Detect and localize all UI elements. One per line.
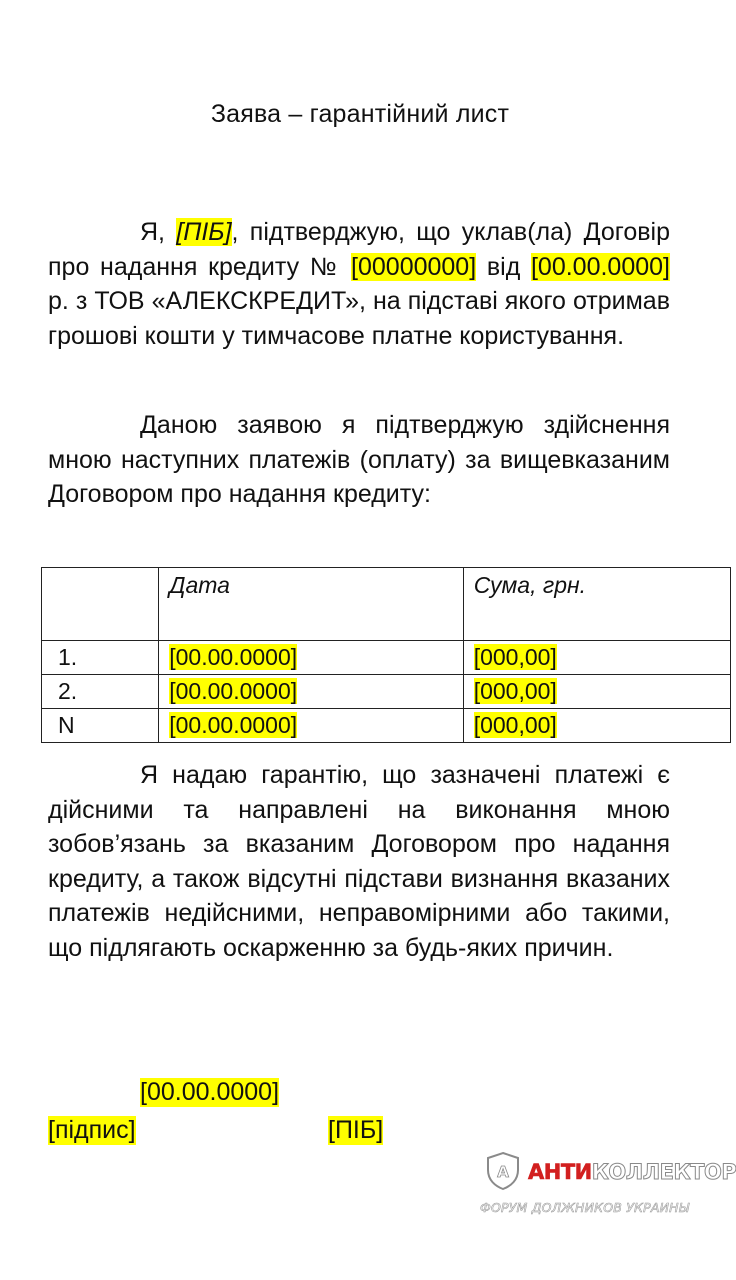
header-cell-number [42,568,159,641]
table-row [42,709,731,743]
p2-text: Даною заявою я підтверджую здійснення мною наступних платежів (оплату) за вищевказаним Договором про надання кредиту: [48,411,670,508]
contract-number-placeholder: [00000000] [351,252,477,281]
row-date: [00.00.0000] [169,678,298,704]
p1-text-3: від [476,252,531,281]
p3-text: Я надаю гарантію, що зазначені платежі є дійсними та направлені на виконання мною зобов’язань за вказаним Договором про надання кредиту, а також відсутні підстави визнання вказаних платежів недійсними, неправомірними або такими, що підлягають оскарженню за будь-яких причин. [48,761,670,962]
pib-placeholder: [ПІБ] [176,218,232,246]
row-amount: [000,00] [473,644,557,670]
signature-sign: [підпис] [48,1116,136,1144]
row-date: [00.00.0000] [169,644,298,670]
watermark-logo [478,1150,736,1220]
document-title: Заява – гарантійний лист [210,100,510,128]
paragraph-contract [48,215,670,353]
paragraph-payments [48,408,670,512]
row-number: 2. [42,675,159,709]
watermark-subtitle: ФОРУМ ДОЛЖНИКОВ УКРАИНЫ [480,1200,690,1215]
row-date: [00.00.0000] [169,712,298,738]
brand-white: КОЛЛЕКТОР [591,1160,736,1184]
p1-text-4: р. з ТОВ «АЛЕКСКРЕДИТ», на підставі якого отримав грошові кошти у тимчасове платне користування. [48,287,670,350]
header-cell-amount: Сума, грн. [463,568,730,641]
shield-icon [486,1152,520,1190]
paragraph-guarantee [48,758,670,965]
table-row [42,675,731,709]
pib-label: ПІБ [183,218,225,246]
table-row [42,641,731,675]
row-number: 1. [42,641,159,675]
header-cell-date: Дата [159,568,463,641]
payments-table [41,567,731,743]
brand-red: АНТИ [528,1160,592,1184]
watermark-brand [528,1160,736,1184]
row-amount: [000,00] [473,712,557,738]
table-header-row [42,568,731,641]
row-amount: [000,00] [473,678,557,704]
signature-date: [00.00.0000] [140,1078,280,1106]
p1-text-2: , підтверджую, що уклав(ла) Договір про надання кредиту № [48,218,670,281]
row-number: N [42,709,159,743]
signature-name: [ПІБ] [328,1116,384,1144]
shield-letter: А [497,1163,509,1181]
p1-text-1: Я, [140,218,177,246]
contract-date-placeholder: [00.00.0000] [530,252,670,281]
